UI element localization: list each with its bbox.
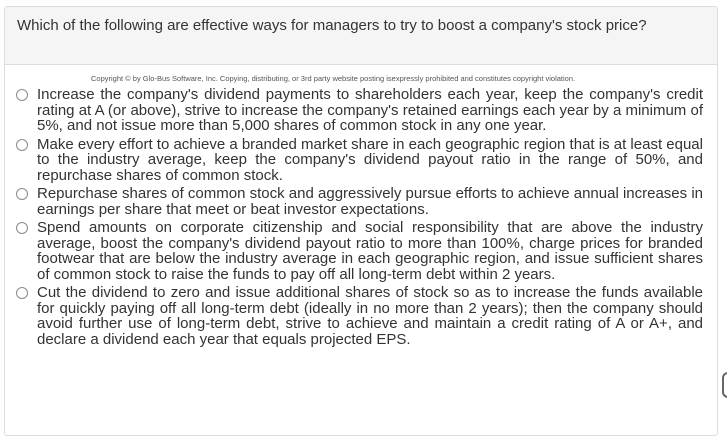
partial-button-edge [722, 372, 727, 398]
copyright-notice: Copyright © by Glo-Bus Software, Inc. Copying, distributing, or 3rd party website posting isexpressly prohibited and constitutes copyright violation. [91, 74, 576, 83]
answer-option-4[interactable] [5, 220, 717, 282]
answer-option-5[interactable] [5, 285, 717, 347]
answer-option-label: Repurchase shares of common stock and aggressively pursue efforts to achieve annual increases in earnings per share that meet or beat investor expectations. [37, 185, 703, 218]
question-prompt: Which of the following are effective ways for managers to try to boost a company's stock price? [5, 7, 717, 65]
radio-button-1[interactable] [16, 89, 28, 101]
answer-option-3[interactable] [5, 186, 717, 217]
answer-options [5, 87, 717, 347]
answer-option-label: Cut the dividend to zero and issue additional shares of stock so as to increase the funds available for quickly paying off all long-term debt (ideally in no more than 2 years); then the company should avoid further use of long-term debt, strive to achieve and maintain a credit rating of A or A+, and declare a dividend each year that equals projected EPS. [37, 284, 703, 348]
radio-button-3[interactable] [16, 188, 28, 200]
answer-option-2[interactable] [5, 137, 717, 184]
radio-button-5[interactable] [16, 287, 28, 299]
answer-option-label: Spend amounts on corporate citizenship and social responsibility that are above the industry average, boost the company's dividend payout ratio to more than 100%, charge prices for branded footwear that are below the industry average in each geographic region, and issue sufficient shares of common stock to raise the funds to pay off all long-term debt within 2 years. [37, 219, 703, 283]
answer-option-label: Make every effort to achieve a branded market share in each geographic region that is at least equal to the industry average, keep the company's dividend payout ratio in the range of 50%, and repurchase shares of common stock. [37, 135, 703, 184]
answer-option-1[interactable] [5, 87, 717, 134]
answer-option-label: Increase the company's dividend payments to shareholders each year, keep the company's credit rating at A (or above), strive to increase the company's retained earnings each year by a minimum of 5%, and not issue more than 5,000 shares of common stock in any one year. [37, 86, 703, 134]
radio-button-2[interactable] [16, 139, 28, 151]
radio-button-4[interactable] [16, 222, 28, 234]
question-card [4, 6, 718, 436]
